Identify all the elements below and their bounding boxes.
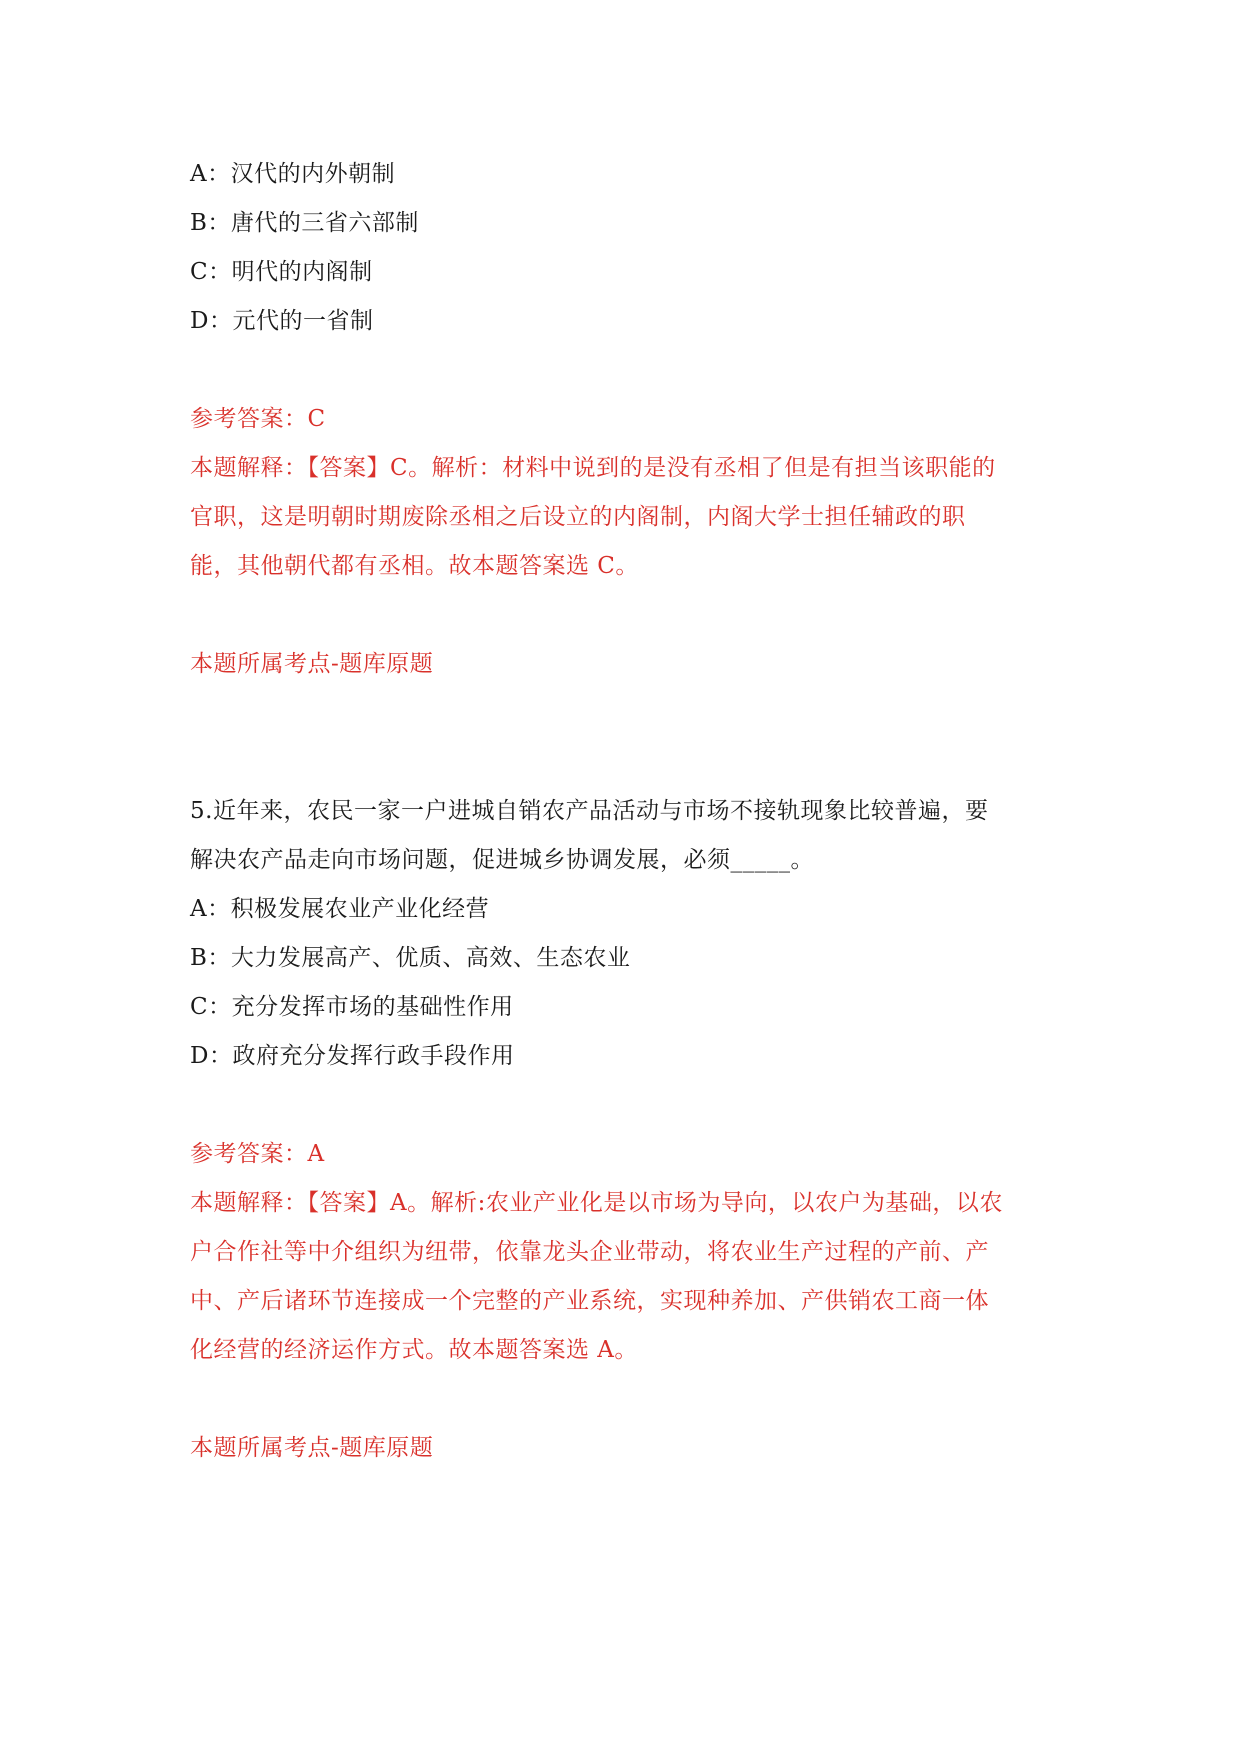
- option-b: B：大力发展高产、优质、高效、生态农业: [190, 945, 631, 971]
- option-d: D：元代的一省制: [190, 308, 374, 334]
- topic-label: 本题所属考点-题库原题: [190, 1435, 434, 1461]
- exam-page: [190, 150, 1070, 1473]
- explanation: [190, 444, 1070, 591]
- option-c: C：明代的内阁制: [190, 259, 373, 285]
- explanation-line: 中、产后诸环节连接成一个完整的产业系统，实现种养加、产供销农工商一体: [190, 1288, 989, 1314]
- question-4: [190, 150, 1070, 689]
- explanation-line: 官职，这是明朝时期废除丞相之后设立的内阁制，内阁大学士担任辅政的职: [190, 504, 966, 530]
- explanation-line: 能，其他朝代都有丞相。故本题答案选 C。: [190, 553, 639, 579]
- explanation-line: 本题解释：【答案】C。解析：材料中说到的是没有丞相了但是有担当该职能的: [190, 455, 996, 481]
- stem-line: 5.近年来，农民一家一户进城自销农产品活动与市场不接轨现象比较普遍，要: [190, 798, 989, 824]
- reference-answer: 参考答案：C: [190, 406, 326, 432]
- option-a: A：积极发展农业产业化经营: [190, 896, 490, 922]
- option-a: A：汉代的内外朝制: [190, 161, 396, 187]
- reference-answer: 参考答案：A: [190, 1141, 325, 1167]
- question-5: [190, 787, 1070, 1473]
- explanation-line: 化经营的经济运作方式。故本题答案选 A。: [190, 1337, 638, 1363]
- question-stem: [190, 787, 1070, 885]
- options-list: [190, 150, 1070, 346]
- explanation: [190, 1179, 1070, 1375]
- explanation-line: 本题解释：【答案】A。解析:农业产业化是以市场为导向，以农户为基础，以农: [190, 1190, 1003, 1216]
- explanation-line: 户合作社等中介组织为纽带，依靠龙头企业带动，将农业生产过程的产前、产: [190, 1239, 989, 1265]
- option-c: C：充分发挥市场的基础性作用: [190, 994, 514, 1020]
- stem-line: 解决农产品走向市场问题，促进城乡协调发展，必须_____。: [190, 847, 814, 873]
- option-b: B：唐代的三省六部制: [190, 210, 419, 236]
- option-d: D：政府充分发挥行政手段作用: [190, 1043, 515, 1069]
- topic-label: 本题所属考点-题库原题: [190, 651, 434, 677]
- options-list: [190, 885, 1070, 1081]
